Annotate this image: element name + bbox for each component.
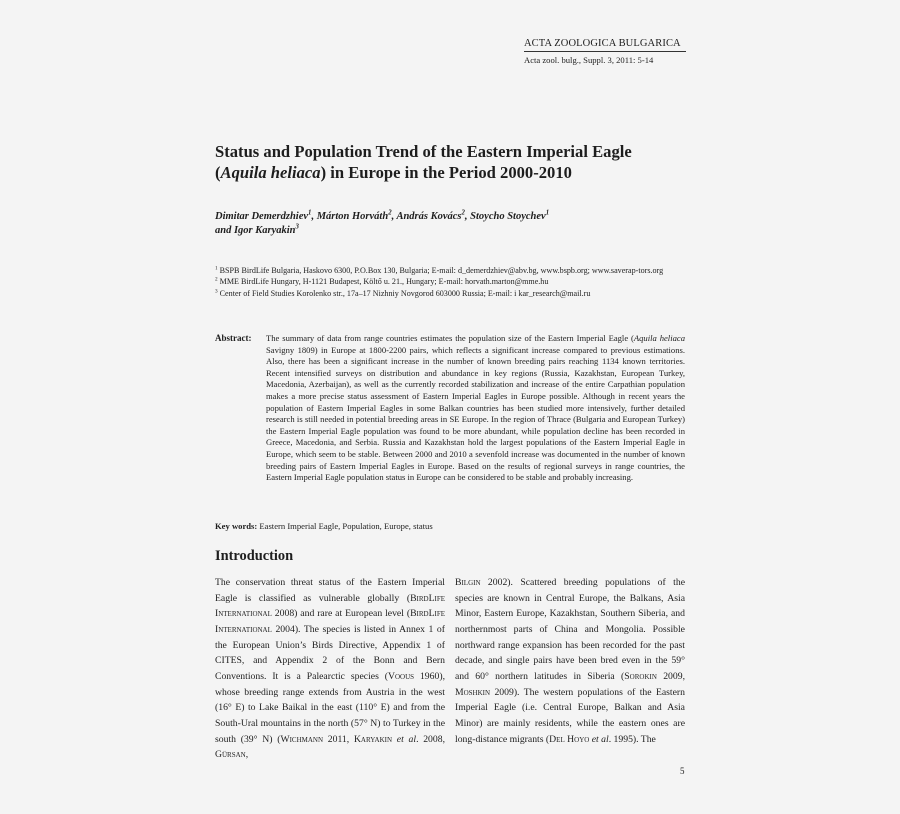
abstract-text: Savigny 1809) in Europe at 1800-2200 pairs, which reflects a significant increase compared to previous estimations. Also, there has been a significant increase in the number of known breeding pairs reaching 1134 known territories. Recent intensified surveys on distribution and abundance in key regions (Russia, Kazakhstan, European Turkey, Macedonia, Azerbaijan), as well as the currently recorded stabilization and increase of the entire Carpathian population makes a more precise status assessment of Eastern Imperial Eagles in Europe possible. Although in recent years the population of Eastern Imperial Eagles in some Balkan countries has been studied more intensively, further detailed research is still needed in potential breeding areas in SE Europe. In the region of Thrace (Bulgaria and European Turkey) the Eastern Imperial Eagle population was found to be more abundant, while population decline has been recorded in Greece, Macedonia, and Serbia. Russia and Kazakhstan hold the largest populations of the Eastern Imperial Eagle in Europe, which seem to be stable. Between 2000 and 2010 a sevenfold increase was documented in the number of known breeding pairs of Eastern Imperial Eagles in Europe. Based on the results of regional surveys in range countries, the Eastern Imperial Eagle population status in Europe can be considered to be stable and probably increasing. <box>266 344 685 483</box>
author-affiliation-mark: 2 <box>388 209 392 217</box>
paper-title <box>215 141 695 183</box>
abstract-label: Abstract: <box>215 333 252 343</box>
body-text: 1960), whose breeding range extends from Austria in the west (16° E) to Lake Baikal in the east (110° E) and from the South-Ural mountains in the north (57° N) to Turkey in the south (39° N) ( <box>215 670 445 745</box>
title-line-2: ) in Europe in the Period 2000-2010 <box>320 163 572 182</box>
body-text: 2002). Scattered breeding populations of the species are known in Central Europe, the Balkans, Asia Minor, Eastern Europe, Kazakhstan, Southern Siberia, and northernmost parts of China and Mongolia. Possible northward range expansion has been recorded for the past decade, and single pairs have been bred even in the 59° and 60° northern latitudes in Siberia ( <box>455 577 685 682</box>
citation-author: Karyakin <box>353 733 393 745</box>
keywords <box>215 521 695 531</box>
affiliation-item <box>215 265 687 276</box>
author-list <box>215 210 695 238</box>
abstract-body <box>266 333 685 484</box>
citation-author: BirdLife International <box>215 608 445 635</box>
citation-etal: et al <box>589 733 609 745</box>
title-species: Aquila heliaca <box>220 163 321 182</box>
title-line-1: Status and Population Trend of the Eastern Imperial Eagle <box>215 142 632 161</box>
keywords-label: Key words: <box>215 521 258 531</box>
citation-author: Moshkin <box>455 686 491 698</box>
author-affiliation-mark: 1 <box>545 209 550 217</box>
affiliation-item <box>215 276 687 287</box>
citation-etal: et al <box>392 733 417 745</box>
body-text: . 2008, <box>416 733 446 745</box>
author-name: , Stoycho Stoychev <box>464 211 546 222</box>
author-affiliation-mark: 1 <box>308 209 312 217</box>
citation-author: Gürsan <box>215 749 246 761</box>
title-open-paren: ( <box>215 163 221 182</box>
journal-name: ACTA ZOOLOGICA BULGARICA <box>524 38 686 52</box>
citation-author: Sorokin <box>624 670 657 682</box>
citation-author: Wichmann <box>280 733 324 745</box>
affiliation-text: BSPB BirdLife Bulgaria, Haskovo 6300, P.O.Box 130, Bulgaria; E-mail: d_demerdzhiev@abv.bg, www.bspb.org; www.saverap-tors.org <box>219 266 664 275</box>
abstract-section <box>215 333 685 484</box>
journal-header <box>524 38 686 65</box>
body-text: 2004). The species is listed in Annex 1 of the European Union’s Birds Directive, Appendix 1 of CITES, and Appendix 2 of the Bonn and Bern Conventions. It is a Palearctic species ( <box>215 623 445 682</box>
affiliation-mark: 3 <box>215 288 218 295</box>
page-number: 5 <box>680 766 685 776</box>
author-affiliation-mark: 3 <box>295 223 299 231</box>
affiliation-text: Center of Field Studies Korolenko str., 17a–17 Nizhniy Novgorod 603000 Russia; E-mail: i kar_research@mail.ru <box>219 288 591 298</box>
body-text: 2009, <box>656 670 685 682</box>
journal-reference: Acta zool. bulg., Suppl. 3, 2011: 5-14 <box>524 55 654 65</box>
body-text: 2008) and rare at European level ( <box>271 608 411 620</box>
citation-author: BirdLife International <box>215 592 445 620</box>
author-name: Dimitar Demerdzhiev <box>215 211 309 222</box>
body-text: 2011, <box>323 733 354 745</box>
body-text: , <box>245 749 249 761</box>
author-affiliation-mark: 2 <box>461 209 465 217</box>
citation-author: Del Hoyo <box>549 733 590 745</box>
body-text: 2009). The western populations of the Eastern Imperial Eagle (i.e. Central Europe, Balkan and Asia Minor) are mainly residents, while the eastern ones are long-distance migrants ( <box>455 686 685 745</box>
introduction-column-right <box>455 575 685 747</box>
affiliation-text: MME BirdLife Hungary, H-1121 Budapest, Költő u. 21., Hungary; E-mail: horvath.marton@mme.hu <box>219 277 549 287</box>
body-text: . 1995). The <box>608 733 656 745</box>
affiliation-mark: 1 <box>215 265 218 272</box>
citation-author: Bilgin <box>455 577 481 588</box>
citation-author: Voous <box>387 670 415 682</box>
introduction-column-left <box>215 575 445 763</box>
body-text: The conservation threat status of the Eastern Imperial Eagle is classified as vulnerable globally ( <box>215 577 445 604</box>
introduction-heading: Introduction <box>215 548 294 564</box>
abstract-species: Aquila heliaca <box>633 333 685 343</box>
affiliations <box>215 265 687 299</box>
author-name: and Igor Karyakin <box>215 225 296 236</box>
author-name: , András Kovács <box>391 211 462 222</box>
affiliation-item <box>215 288 687 299</box>
affiliation-mark: 2 <box>215 276 218 283</box>
author-name: , Márton Horváth <box>311 211 389 222</box>
keywords-text: Eastern Imperial Eagle, Population, Europe, status <box>257 521 433 531</box>
abstract-text: The summary of data from range countries estimates the population size of the Eastern Imperial Eagle ( <box>266 333 634 343</box>
